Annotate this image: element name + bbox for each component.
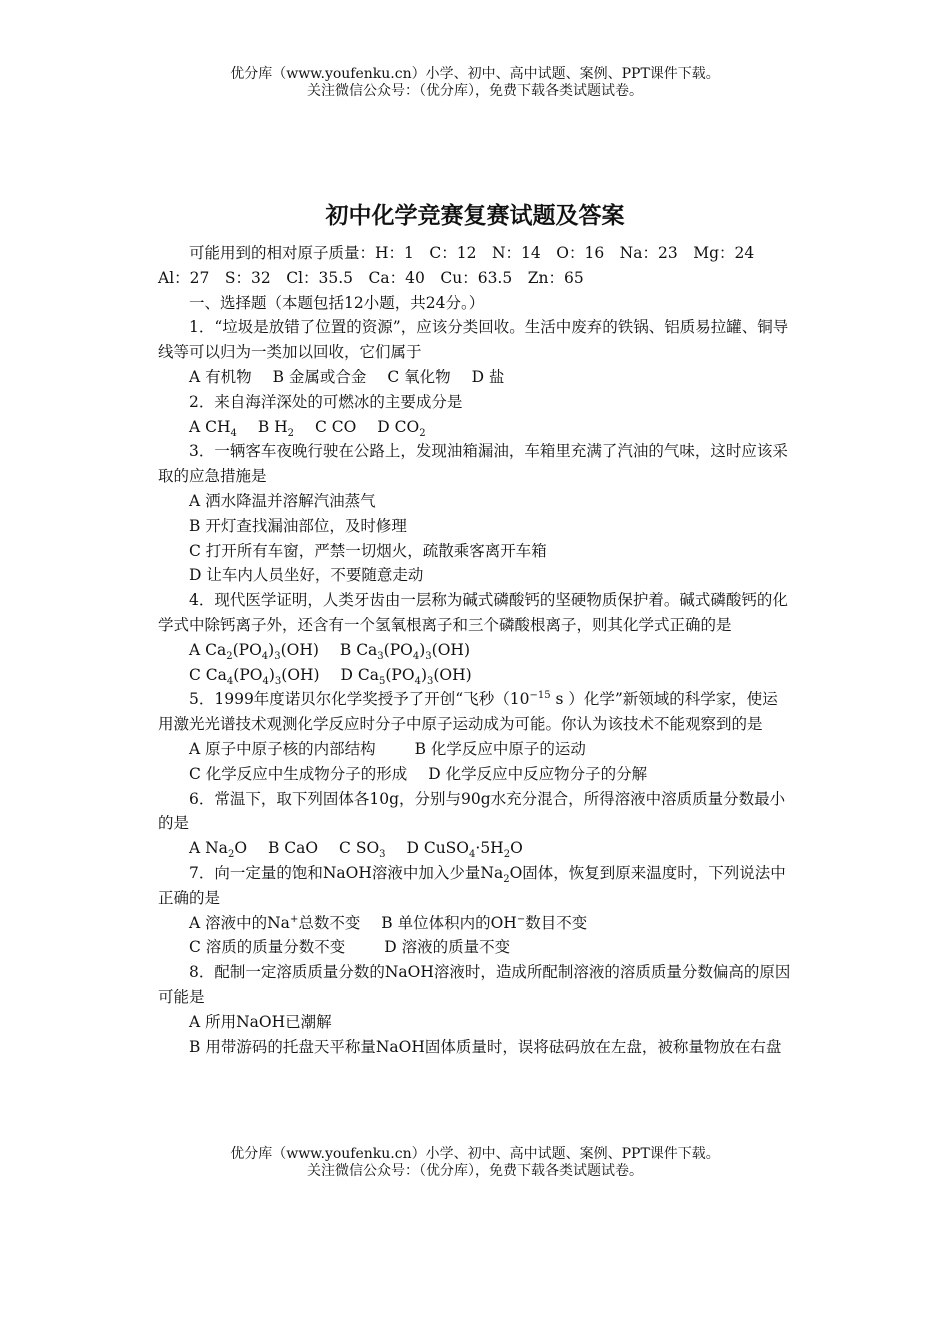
option-c: C 化学反应中生成物分子的形成	[189, 764, 408, 783]
option-c: C 溶质的质量分数不变	[189, 938, 346, 957]
option-a: A 有机物	[189, 367, 252, 386]
question-4-stem: 4．现代医学证明，人类牙齿由一层称为碱式磷酸钙的坚硬物质保护着。碱式磷酸钙的化学式中除钙离子外，还含有一个氢氧根离子和三个磷酸根离子，则其化学式正确的是	[158, 591, 788, 634]
page-header	[0, 66, 950, 100]
footer-line-1: 优分库（www.youfenku.cn）小学、初中、高中试题、案例、PPT课件下载。	[230, 1146, 720, 1162]
option-d: D 让车内人员坐好，不要随意走动	[189, 566, 424, 585]
option-a: A $CH_4$	[189, 417, 237, 439]
option-b: B 金属或合金	[272, 367, 367, 386]
footer-line-2: 关注微信公众号：（优分库），免费下载各类试题试卷。	[307, 1163, 643, 1179]
option-c: C $SO_3$	[339, 839, 386, 861]
question-5-options-cd	[158, 762, 792, 787]
question-4-options-ab	[158, 638, 792, 663]
option-b: B $H_2$	[257, 417, 295, 439]
question-2-options	[158, 415, 792, 440]
document-body	[158, 241, 792, 1059]
option-a: A $Ca_2(PO_4)_3(OH)$	[189, 640, 319, 662]
option-b: B 单位体积内的OH−数目不变	[381, 913, 588, 932]
question-7-options-cd	[158, 935, 792, 960]
option-c: C 氧化物	[387, 367, 451, 386]
option-a: A 洒水降温并溶解汽油蒸气	[189, 491, 376, 510]
atomic-masses: 可能用到的相对原子质量：H：1 C：12 N：14 O：16 Na：23 Mg：24 Al：27 S：32 Cl：35.5 Ca：40 Cu：63.5 Zn：65	[158, 244, 770, 287]
option-d: D $CO_2$	[377, 417, 426, 439]
question-7-stem: 7．向一定量的饱和NaOH溶液中加入少量$Na_2O$固体，恢复到原来温度时，下列说法中正确的是	[158, 863, 786, 907]
question-4-options-cd	[158, 663, 792, 688]
option-d: D $CuSO_4\cdot 5H_2O$	[406, 839, 523, 861]
option-b: B CaO	[267, 839, 319, 858]
question-6-options	[158, 836, 792, 861]
question-5-options-ab	[158, 737, 792, 762]
question-3-stem: 3．一辆客车夜晚行驶在公路上，发现油箱漏油，车箱里充满了汽油的气味，这时应该采取的应急措施是	[158, 442, 788, 486]
option-a: A $Na_2O$	[189, 839, 248, 861]
option-a: A 原子中原子核的内部结构	[189, 739, 376, 758]
option-b: B 化学反应中原子的运动	[414, 739, 586, 758]
option-b: B $Ca_3(PO_4)_3(OH)$	[339, 640, 470, 662]
question-5-stem: 5．1999年度诺贝尔化学奖授予了开创“飞秒（$10^{-15}$ s ）化学”新领域的科学家，使运用激光光谱技术观测化学反应时分子中原子运动成为可能。你认为该技术不能观察到的是	[158, 690, 778, 734]
header-line-2: 关注微信公众号：（优分库），免费下载各类试题试卷。	[307, 83, 643, 99]
option-c: C 打开所有车窗，严禁一切烟火，疏散乘客离开车箱	[189, 541, 547, 560]
question-7-options-ab	[158, 911, 792, 936]
header-line-1: 优分库（www.youfenku.cn）小学、初中、高中试题、案例、PPT课件下载。	[230, 66, 720, 82]
question-1-stem: 1．“垃圾是放错了位置的资源”，应该分类回收。生活中废弃的铁锅、铝质易拉罐、铜导线等可以归为一类加以回收，它们属于	[158, 318, 789, 362]
option-b: B 用带游码的托盘天平称量NaOH固体质量时，误将砝码放在左盘，被称量物放在右盘	[189, 1037, 782, 1056]
question-6-stem: 6．常温下，取下列固体各10g，分别与90g水充分混合，所得溶液中溶质质量分数最小的是	[158, 789, 786, 833]
question-1-options	[158, 365, 792, 390]
document-title: 初中化学竞赛复赛试题及答案	[325, 202, 625, 229]
question-8-stem: 8．配制一定溶质质量分数的NaOH溶液时，造成所配制溶液的溶质质量分数偏高的原因可能是	[158, 963, 791, 1006]
option-c: C CO	[314, 417, 357, 436]
question-2-stem: 2．来自海洋深处的可燃冰的主要成分是	[189, 392, 463, 411]
option-d: D $Ca_5(PO_4)_3(OH)$	[340, 665, 472, 687]
page-footer	[0, 1146, 950, 1180]
option-a: A 溶液中的Na+总数不变	[189, 913, 361, 932]
option-b: B 开灯查找漏油部位，及时修理	[189, 516, 407, 535]
option-d: D 溶液的质量不变	[384, 938, 511, 957]
section-heading: 一、选择题（本题包括12小题，共24分。）	[189, 293, 485, 312]
option-d: D 化学反应中反应物分子的分解	[428, 764, 648, 783]
option-a: A 所用NaOH已潮解	[189, 1012, 332, 1031]
option-d: D 盐	[471, 367, 505, 386]
option-c: C $Ca_4(PO_4)_3(OH)$	[189, 665, 320, 687]
